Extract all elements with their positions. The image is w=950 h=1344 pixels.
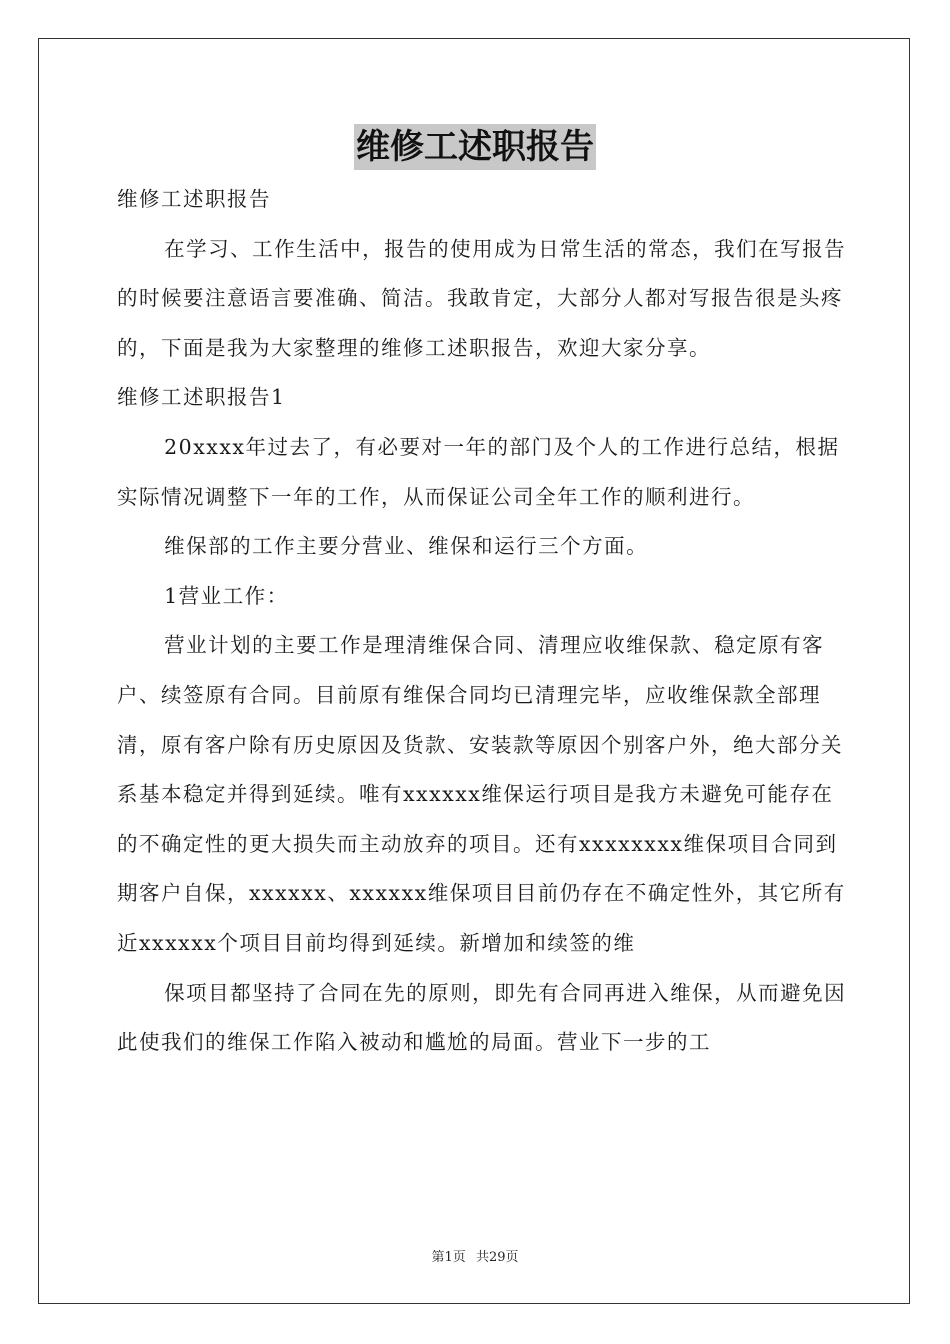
paragraph: 维修工述职报告	[117, 187, 271, 211]
page-total: 共29页	[475, 1250, 519, 1265]
title-container	[0, 124, 950, 170]
page-number: 第1页	[431, 1250, 466, 1265]
paragraph: 营业计划的主要工作是理清维保合同、清理应收维保款、稳定原有客户、续签原有合同。目前原有维保合同均已清理完毕，应收维保款全部理清，原有客户除有历史原因及货款、安装款等原因个别客户外，绝大部分关系基本稳定并得到延续。唯有xxxxxx维保运行项目是我方未避免可能存在的不确定性的更大损失而主动放弃的项目。还有xxxxxxxx维保项目合同到期客户自保，xxxxxx、xxxxxx维保项目目前仍存在不确定性外，其它所有近xxxxxx个项目目前均得到延续。新增加和续签的维	[117, 633, 846, 955]
paragraph: 保项目都坚持了合同在先的原则，即先有合同再进入维保，从而避免因此使我们的维保工作陷入被动和尴尬的局面。营业下一步的工	[117, 980, 847, 1055]
document-title: 维修工述职报告	[354, 124, 596, 170]
page-footer	[0, 1246, 950, 1265]
paragraph: 20xxxx年过去了，有必要对一年的部门及个人的工作进行总结，根据实际情况调整下一年的工作，从而保证公司全年工作的顺利进行。	[117, 434, 840, 509]
paragraph: 1营业工作：	[164, 583, 289, 608]
document-body	[117, 175, 847, 1068]
paragraph: 维保部的工作主要分营业、维保和运行三个方面。	[164, 534, 649, 559]
paragraph: 在学习、工作生活中，报告的使用成为日常生活的常态，我们在写报告的时候要注意语言要准确、简洁。我敢肯定，大部分人都对写报告很是头疼的，下面是我为大家整理的维修工述职报告，欢迎大家分享。	[117, 236, 847, 360]
paragraph: 维修工述职报告1	[117, 385, 286, 410]
